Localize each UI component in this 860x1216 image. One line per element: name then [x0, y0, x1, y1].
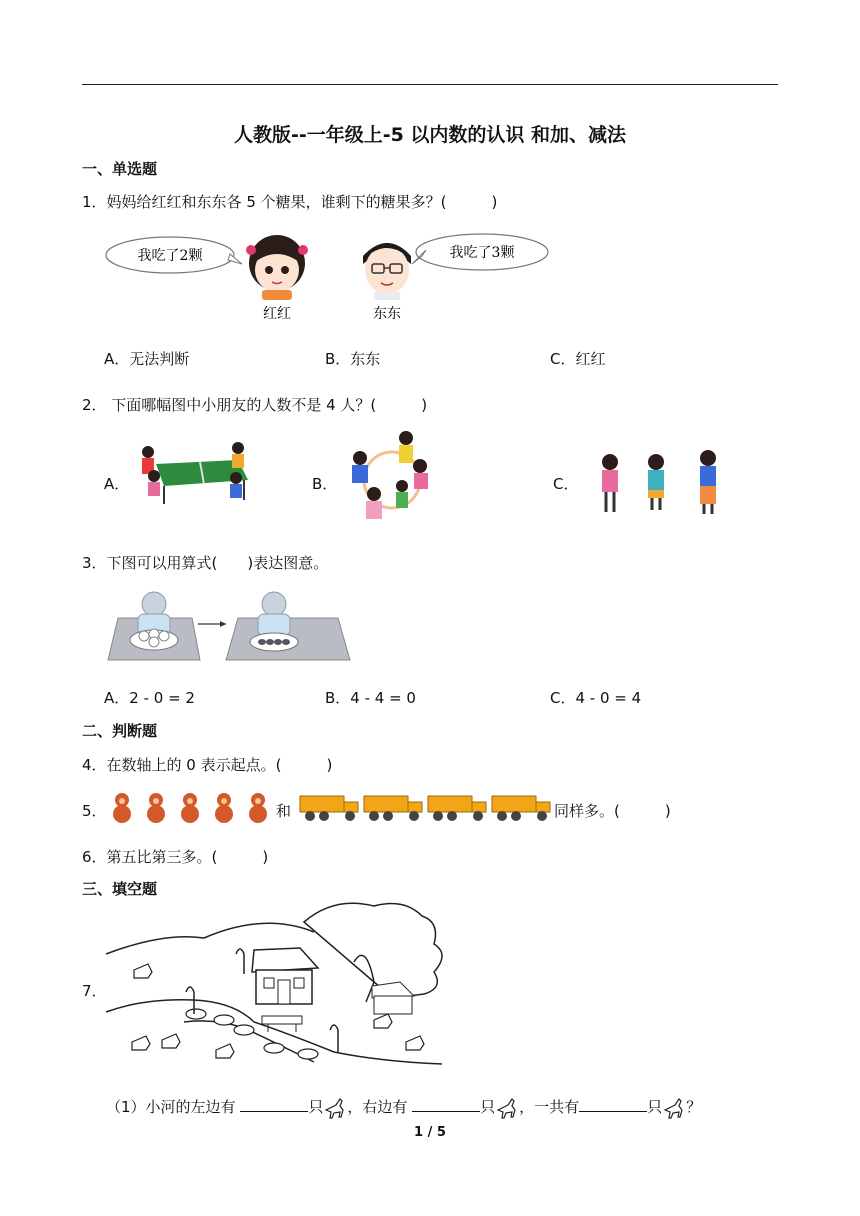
name-right: 东东 — [373, 306, 401, 322]
five-monkeys-image — [106, 790, 274, 826]
deer-icon — [662, 1094, 686, 1118]
bubble-right-text: 我吃了3颗 — [449, 245, 515, 261]
name-left: 红红 — [263, 306, 291, 322]
speech-bubble-left — [106, 237, 242, 273]
boy-with-glasses-icon — [363, 243, 411, 300]
question-2-text: 2． 下面哪幅图中小朋友的人数不是 4 人？( ) — [82, 396, 428, 414]
question-2-label-a[interactable]: A． — [104, 475, 130, 493]
deer-icon — [323, 1094, 347, 1118]
question-3-text: 3．下图可以用算式( )表达图意。 — [82, 554, 329, 572]
monkey-eating-peaches-image — [104, 590, 354, 662]
question-5-prefix: 5． — [82, 802, 107, 820]
question-2-label-b[interactable]: B． — [312, 475, 338, 493]
question-2-label-c[interactable]: C． — [553, 475, 579, 493]
question-1-option-c[interactable]: C．红红 — [550, 350, 606, 368]
question-1-option-a[interactable]: A．无法判断 — [104, 350, 190, 368]
q7-blank-right-count[interactable] — [412, 1097, 480, 1112]
question-1-text: 1．妈妈给红红和东东各 5 个糖果，谁剩下的糖果多？( ) — [82, 193, 498, 211]
question-7-prefix: 7． — [82, 982, 107, 1000]
circle-dance-children-image[interactable] — [340, 428, 440, 532]
question-1-illustration — [100, 226, 560, 326]
q7-question-mark: ？ — [686, 1098, 702, 1116]
q7-unit-total: 只 — [647, 1098, 663, 1116]
ping-pong-children-image[interactable] — [134, 440, 254, 510]
question-7-sub-1 — [106, 1094, 701, 1118]
header-rule — [82, 84, 778, 85]
q7-unit-right: 只 — [480, 1098, 496, 1116]
three-children-standing-image[interactable] — [590, 448, 730, 518]
q7-blank-left-count[interactable] — [240, 1097, 308, 1112]
speech-bubble-right — [412, 234, 548, 270]
q7-total-label: ，一共有 — [519, 1098, 580, 1116]
bubble-left-text: 我吃了2颗 — [137, 248, 203, 264]
q7-right-label: ，右边有 — [347, 1098, 408, 1116]
page-title: 人教版--一年级上-5 以内数的认识 和加、减法 — [233, 124, 627, 146]
deer-icon — [495, 1094, 519, 1118]
four-dump-trucks-image — [298, 792, 552, 824]
question-1-option-b[interactable]: B．东东 — [325, 350, 381, 368]
section-heading-single-choice: 一、单选题 — [82, 160, 158, 178]
question-4-text: 4．在数轴上的 0 表示起点。( ) — [82, 756, 333, 774]
question-3-option-a[interactable]: A．2 - 0 = 2 — [104, 689, 195, 707]
q7-unit-left: 只 — [308, 1098, 324, 1116]
question-3-option-c[interactable]: C．4 - 0 = 4 — [550, 689, 642, 707]
q7-sub1-left-label: （1）小河的左边有 — [106, 1098, 236, 1116]
question-5-middle: 和 — [276, 802, 292, 820]
question-6-text: 6．第五比第三多。( ) — [82, 848, 269, 866]
section-heading-fill-blank: 三、填空题 — [82, 880, 158, 898]
girl-icon — [246, 235, 308, 300]
question-3-option-b[interactable]: B．4 - 4 = 0 — [325, 689, 416, 707]
q7-blank-total-count[interactable] — [579, 1097, 647, 1112]
question-5-suffix: 同样多。( ) — [554, 802, 671, 820]
farm-scene-image — [104, 902, 444, 1068]
section-heading-true-false: 二、判断题 — [82, 722, 158, 740]
page-number: 1 / 5 — [414, 1125, 446, 1140]
